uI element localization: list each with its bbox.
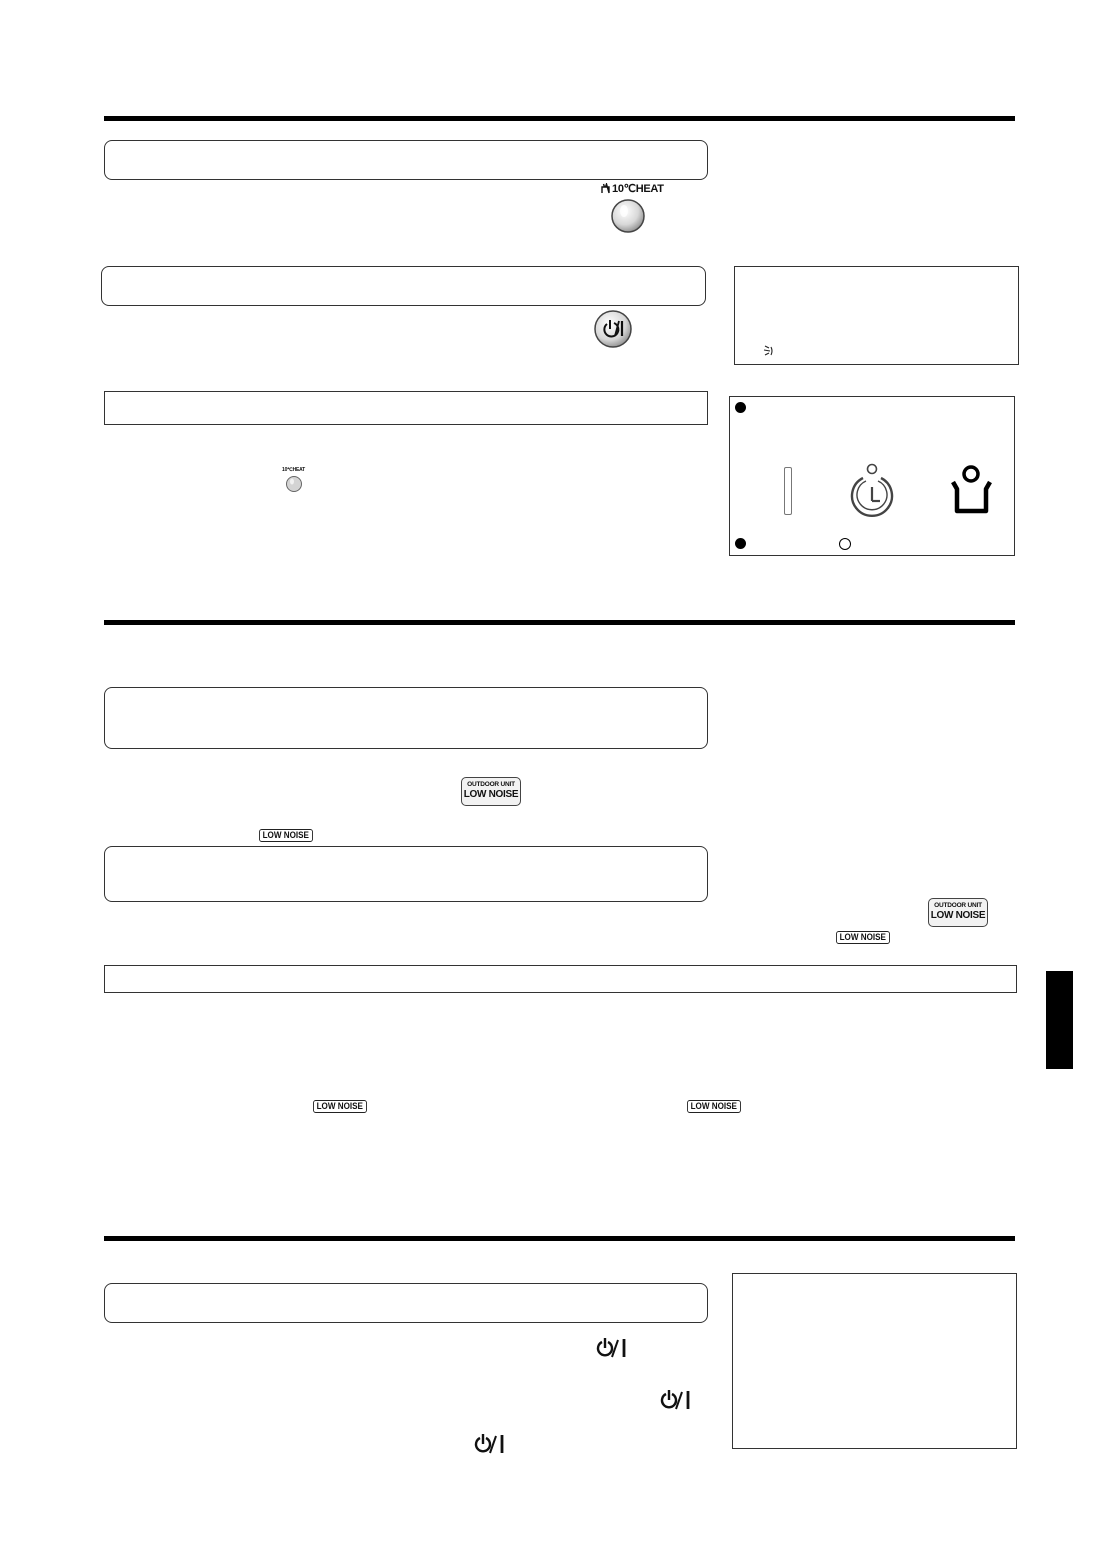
heading-box-10c-heat [104, 140, 708, 180]
heat-10c-inline-group [280, 467, 314, 495]
operation-lamp-bar [784, 467, 792, 515]
lamp-off-dot-bottom [839, 538, 851, 550]
low-noise-indicator-3: LOW NOISE [687, 1100, 741, 1113]
section-rule-1 [104, 116, 1015, 121]
heat-10c-button-icon[interactable] [610, 198, 646, 234]
heading-box-outdoor-low-noise [104, 687, 708, 749]
sleep-mode-icon [948, 465, 994, 515]
side-note-box-2 [732, 1273, 1017, 1449]
start-stop-icon-3 [473, 1433, 507, 1455]
section-rule-3 [104, 1236, 1015, 1241]
start-stop-button-icon[interactable] [593, 309, 633, 349]
lamp-on-dot-top [735, 402, 746, 413]
signal-icon [763, 344, 773, 358]
heading-box-wide-note [104, 965, 1017, 993]
outdoor-unit-low-noise-button[interactable]: OUTDOOR UNIT LOW NOISE [461, 777, 521, 806]
heading-box-cancel-low-noise [104, 846, 708, 902]
heat-10c-small-button-icon [285, 475, 303, 493]
heat-10c-small-label: 10℃HEAT [282, 467, 306, 473]
heat-10c-button-group[interactable]: 10℃HEAT [598, 182, 658, 234]
heading-box-start-stop [101, 266, 706, 306]
sleep-indicator-icon [600, 183, 611, 194]
lamp-on-dot-bottom [735, 538, 746, 549]
low-noise-indicator-2: LOW NOISE [313, 1100, 367, 1113]
start-stop-icon-2 [659, 1389, 693, 1411]
heading-box-note [104, 391, 708, 425]
section-rule-2 [104, 620, 1015, 625]
heading-box-start-stop-2 [104, 1283, 708, 1323]
start-stop-icon-1 [595, 1337, 629, 1359]
low-noise-indicator-1: LOW NOISE [259, 829, 313, 842]
indicator-lamp-diagram [729, 396, 1015, 556]
side-note-box-1 [734, 266, 1019, 365]
outdoor-unit-low-noise-button-side[interactable]: OUTDOOR UNIT LOW NOISE [928, 898, 988, 927]
section-side-tab [1046, 971, 1073, 1069]
low-noise-indicator-side: LOW NOISE [836, 931, 890, 944]
timer-icon [844, 463, 900, 521]
